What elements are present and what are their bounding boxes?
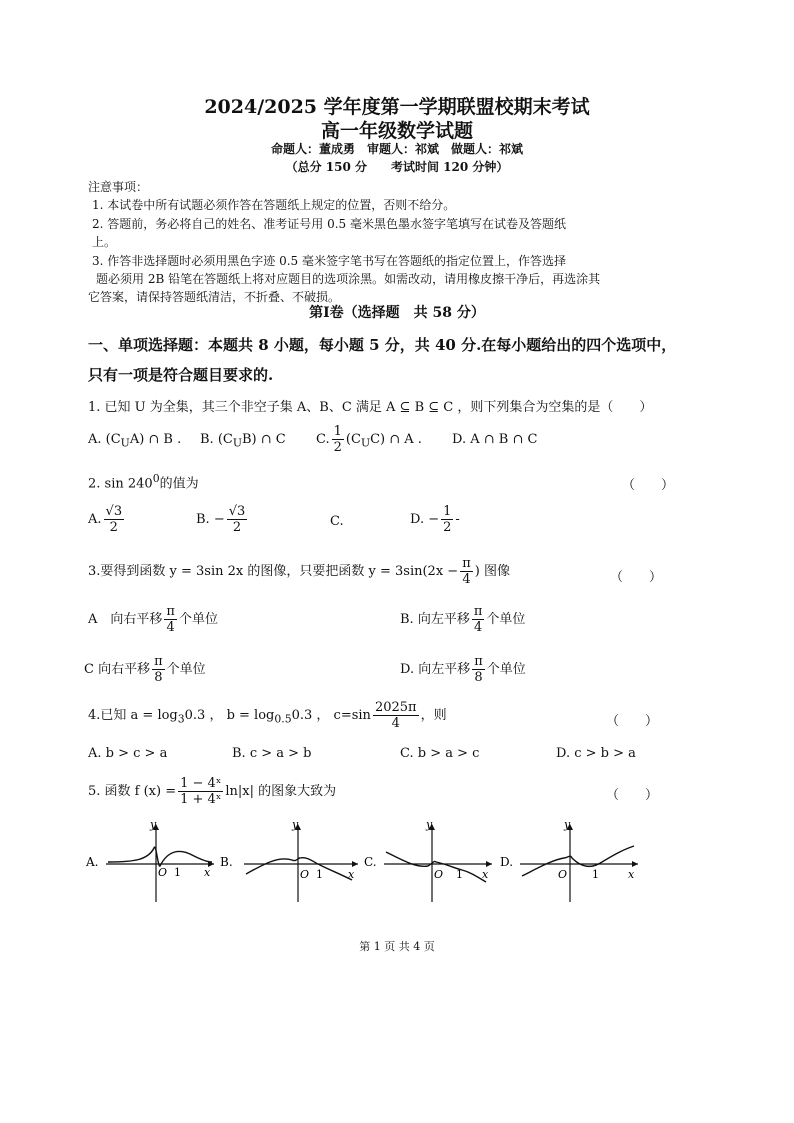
q4-option-a: A. b > c > a [88,746,168,761]
x-arrow [632,861,638,867]
q4-answer-paren: （ ） [606,714,659,729]
q5-graph-d [500,818,638,902]
x-arrow [352,861,358,867]
q5-answer-paren: （ ） [606,788,659,803]
q3-answer-paren: （ ） [610,570,663,585]
q2-option-b: B. − $\frac{√3}{2}$ [196,504,246,535]
q4-option-c: C. b > a > c [400,746,480,761]
score-time-line: （总分 150 分 考试时间 120 分钟） [285,160,509,174]
note-item-2: 2. 答题前，务必将自己的姓名、准考证号用 0.5 毫米黑色墨水签字笔填写在试卷及答题纸 [92,217,566,231]
origin-label: O [558,868,568,881]
tick-one-label: 1 [592,868,599,881]
q2-stem: 2. $\sin 240^0$的值为 [88,472,199,492]
q3-option-b: B. 向左平移 $\frac{\pi}{4}$ 个单位 [400,604,526,635]
part-instructions-1: 一、单项选择题：本题共 8 小题，每小题 5 分，共 40 分.在每小题给出的四个选项中， [88,336,677,354]
q1-option-c: C. $\frac{1}{2}$ $(C_UC)$ ∩ A . [316,424,422,455]
note-item-3-cont: 题必须用 2B 铅笔在答题纸上将对应题目的选项涂黑。如需改动，请用橡皮擦干净后，再选涂其 [96,272,601,286]
curve [522,846,634,876]
page-number: 第 1 页 共 4 页 [359,940,435,953]
q2-option-c: C. [330,514,344,529]
x-label: x [482,868,489,881]
note-item-2-cont: 上。 [92,235,117,249]
y-label: y [292,818,299,831]
q3-stem: 3.要得到函数 y = 3sin 2x 的图像，只要把函数 y = 3sin(2x − $\frac{\pi}{4}$ ) 图像 [88,556,510,587]
q1-option-a: A. $(C_UA)$ ∩ B . [88,432,182,450]
q4-option-b: B. c > a > b [232,746,312,761]
q3-option-a: A 向右平移 $\frac{\pi}{4}$ 个单位 [88,604,218,635]
q2-option-a: A. $\frac{√3}{2}$ [88,504,123,535]
q1-option-d: D. A ∩ B ∩ C [452,432,538,447]
q5-graph-b-label: B. [220,855,233,869]
y-label: y [426,818,433,831]
tick-one-label: 1 [456,868,463,881]
x-label: x [204,866,211,879]
section-heading: 第Ⅰ卷（选择题 共 58 分） [309,305,485,321]
q1-stem: 1. 已知 U 为全集，其三个非空子集 A、B、C 满足 A ⊆ B ⊆ C ，则下列集合为空集的是（ ） [88,400,653,415]
part-instructions-2: 只有一项是符合题目要求的. [88,366,274,384]
curve [108,847,212,866]
origin-label: O [158,866,168,879]
exam-title: 2024/2025 学年度第一学期联盟校期末考试 [204,96,590,118]
q5-graph-a-label: A. [86,855,99,869]
x-label: x [348,868,355,881]
notes-heading: 注意事项： [88,180,149,194]
tick-one-label: 1 [174,866,181,879]
q5-graph-d-label: D. [500,855,514,869]
y-label: y [564,818,571,831]
setters-line: 命题人：董成勇 审题人：祁斌 做题人：祁斌 [270,142,523,156]
y-label: y [150,818,157,831]
x-label: x [628,868,635,881]
note-item-1: 1. 本试卷中所有试题必须作答在答题纸上规定的位置，否则不给分。 [92,198,456,212]
q2-answer-paren: （ ） [622,478,675,493]
q5-graph-c [364,818,492,902]
tick-one-label: 1 [316,868,323,881]
exam-subtitle: 高一年级数学试题 [320,120,473,142]
q5-stem: 5. 函数 f (x) = $\frac{\text{1 − 4ˣ}}{\text{1 + 4ˣ}}$ ln|x| 的图象大致为 [88,776,337,807]
q5-graph-b [220,818,358,902]
q3-option-d: D. 向左平移 $\frac{\pi}{8}$ 个单位 [400,654,526,685]
x-arrow [486,861,492,867]
curve [246,858,352,880]
note-item-3-cont2: 它答案，请保持答题纸清洁，不折叠、不破损。 [88,290,341,304]
q4-stem: 4.已知 $a = \log_30.3$ ， $b = \log_{0.5}0.3$ ， c=sin $\frac{2025\pi}{4}$ ，则 [88,700,447,731]
origin-label: O [300,868,310,881]
note-item-3: 3. 作答非选择题时必须用黑色字迹 0.5 毫米签字笔书写在答题纸的指定位置上，作答选择 [92,254,566,268]
q2-option-d: D. − $\frac{1}{2}$ - [410,504,460,535]
q5-graphs [84,818,644,904]
origin-label: O [434,868,444,881]
q1-option-b: B. $(C_UB)$ ∩ C [200,432,286,450]
q5-graph-c-label: C. [364,855,377,869]
q4-option-d: D. c > b > a [556,746,636,761]
q3-option-c: C 向右平移 $\frac{\pi}{8}$ 个单位 [84,654,206,685]
q5-graph-a [85,818,214,902]
